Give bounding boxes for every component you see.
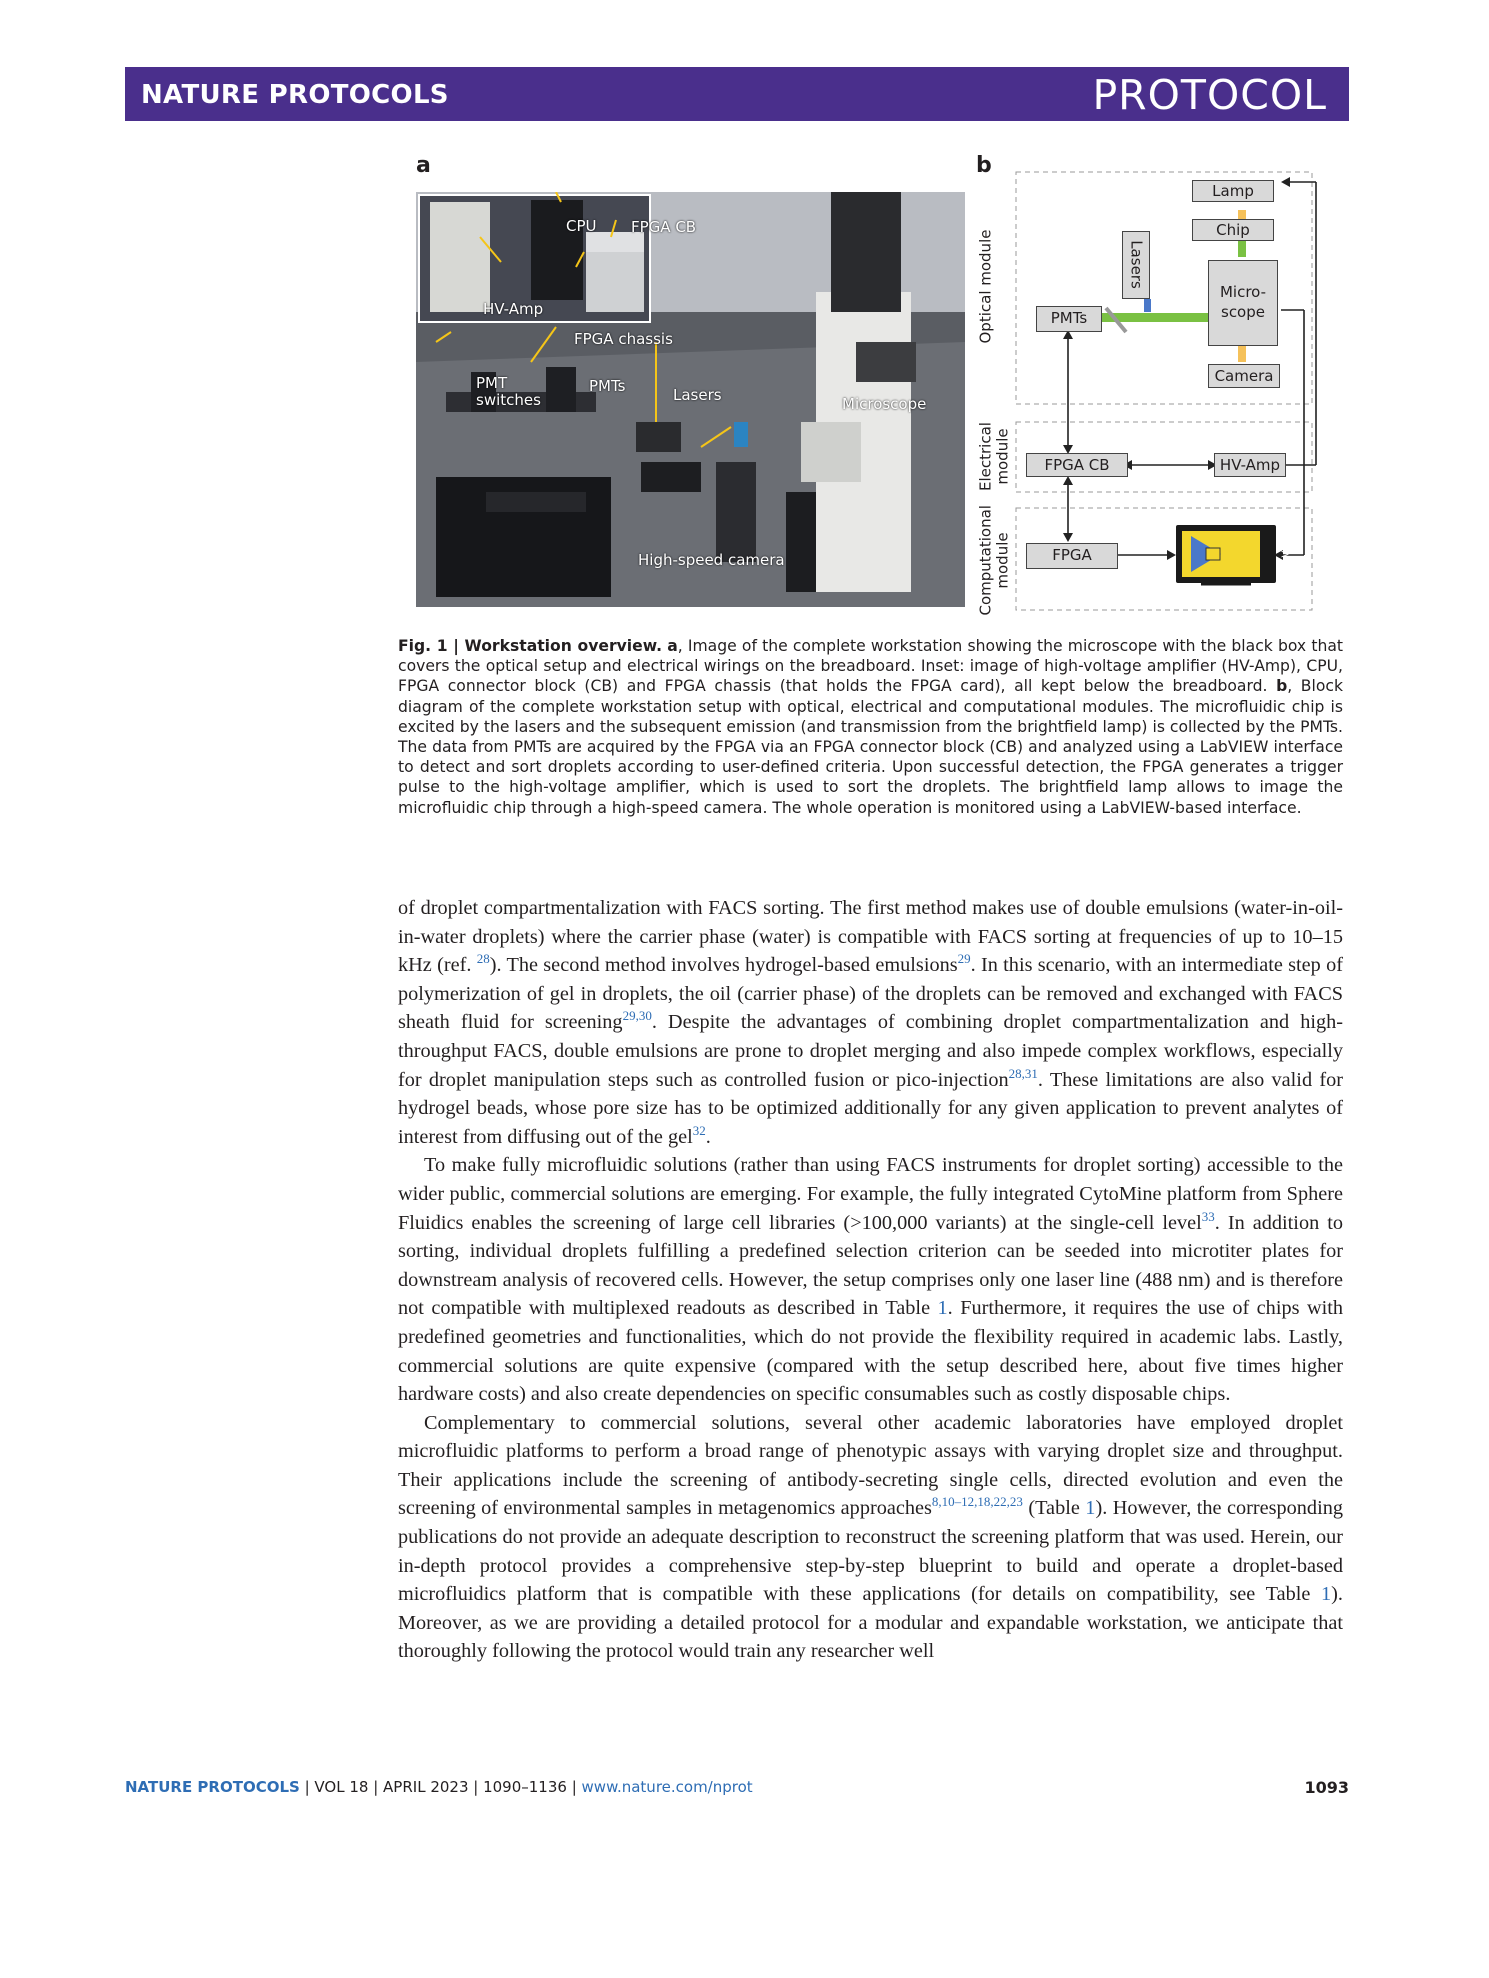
label-microscope: Microscope bbox=[842, 395, 927, 413]
p1-text-5: . These limitations are also valid for hydrogel beads, whose pore size has to be optimized additionally for any given application to prevent analytes of interest from diffusing out of the gel bbox=[398, 1068, 1343, 1148]
diagram-fpga: FPGA bbox=[1026, 543, 1118, 569]
diagram-lamp: Lamp bbox=[1192, 180, 1274, 202]
diagram-lasers-label: Lasers bbox=[1127, 240, 1146, 289]
computational-module-label-2: module bbox=[993, 532, 1012, 589]
diagram-fpga-cb: FPGA CB bbox=[1026, 453, 1128, 477]
p1-text-1: of droplet compartmentalization with FACS sorting. The first method makes use of double emulsions (water-in-oil-in-water droplets) where the carrier phase (water) is compatible with FACS sorting at frequencies of up to 10–15 kHz (ref. bbox=[398, 897, 1343, 977]
p1-text-4: . Despite the advantages of combining droplet compartmentalization and high-throughput FACS, double emulsions are prone to droplet merging and also impede complex workflows, especially for droplet manipulation steps such as controlled fusion or pico-injection bbox=[398, 1011, 1344, 1091]
ref-link[interactable]: 32 bbox=[692, 1122, 706, 1138]
diagram-camera: Camera bbox=[1208, 364, 1280, 388]
label-high-speed-camera: High-speed camera bbox=[638, 551, 785, 569]
p2-text-3: . Furthermore, it requires the use of chips with predefined geometries and functionalities, which do not provide the flexibility required in academic labs. Lastly, commercial solutions are quite expensive (compared with the setup described here, about five times higher hardware costs) and also create dependencies on specific consumables such as costly disposable chips. bbox=[398, 1297, 1343, 1406]
p2-text-1: To make fully microfluidic solutions (rather than using FACS instruments for droplet sorting) accessible to the wider public, commercial solutions are emerging. For example, the fully integrated CytoMine platform from Sphere Fluidics enables the screening of large cell libraries (>100,000 variants) at the single-cell level bbox=[398, 1154, 1343, 1234]
page-footer bbox=[125, 1778, 1349, 1796]
footer-journal: NATURE PROTOCOLS bbox=[125, 1778, 300, 1796]
body-text bbox=[398, 894, 1343, 1666]
caption-a-text: , Image of the complete workstation showing the microscope with the black box that covers the optical setup and electrical wirings on the breadboard. Inset: image of high-voltage amplifier (HV-Amp), CPU, FPGA connector block (CB) and FPGA chassis (that holds the FPGA card), all kept below the breadboard. bbox=[398, 637, 1343, 696]
page-number: 1093 bbox=[1304, 1778, 1349, 1797]
diagram-microscope-line1: Micro- bbox=[1219, 283, 1267, 301]
p3-text-1: Complementary to commercial solutions, several other academic laboratories have employed droplet microfluidic platforms to perform a broad range of phenotypic assays with varying droplet size and throughput. Their applications include the screening of antibody-secreting single cells, directed evolution and even the screening of environmental samples in metagenomics approaches bbox=[398, 1411, 1343, 1520]
diagram-microscope-line2: scope bbox=[1221, 303, 1265, 321]
label-pmt-switches-2: switches bbox=[476, 391, 541, 409]
optical-module-label: Optical module bbox=[976, 229, 995, 344]
electrical-module-label-1: Electrical bbox=[976, 422, 995, 491]
caption-b-text: , Block diagram of the complete workstation setup with optical, electrical and computational modules. The microfluidic chip is excited by the lasers and the subsequent emission (and transmission from the brightfield lamp) is collected by the PMTs. The data from PMTs are acquired by the FPGA via an FPGA connector block (CB) and analyzed using a LabVIEW interface to detect and sort droplets according to user-defined criteria. Upon successful detection, the FPGA generates a trigger pulse to the high-voltage amplifier, which is used to sort the droplets. The brightfield lamp allows to image the microfluidic chip through a high-speed camera. The whole operation is monitored using a LabVIEW-based interface. bbox=[398, 677, 1343, 817]
label-lasers: Lasers bbox=[673, 386, 722, 404]
p1-text-6: . bbox=[705, 1125, 711, 1148]
paragraph-2 bbox=[398, 1151, 1343, 1408]
workstation-photo bbox=[416, 192, 965, 607]
label-cpu: CPU bbox=[566, 217, 597, 235]
block-diagram bbox=[976, 160, 1336, 620]
electrical-module-label-2: module bbox=[993, 428, 1012, 485]
p3-text-2: (Table bbox=[1022, 1497, 1086, 1520]
label-fpga-chassis: FPGA chassis bbox=[574, 330, 673, 348]
panel-a-label: a bbox=[416, 153, 431, 178]
footer-citation: | VOL 18 | APRIL 2023 | 1090–1136 | bbox=[299, 1778, 582, 1796]
diagram-labview: LabVIEW bbox=[1280, 531, 1292, 576]
journal-header-bar bbox=[125, 67, 1349, 121]
ref-link[interactable]: 33 bbox=[1201, 1208, 1215, 1224]
p2-text-2: . In addition to sorting, individual droplets fulfilling a predefined selection criterion can be seeded into microtiter plates for downstream analysis of recovered cells. However, the setup comprises only one laser line (488 nm) and is therefore not compatible with multiplexed readouts as described in Table bbox=[398, 1211, 1344, 1320]
ref-link[interactable]: 29 bbox=[957, 951, 971, 967]
caption-a-label: a bbox=[667, 637, 678, 655]
article-type: PROTOCOL bbox=[1092, 71, 1327, 119]
label-hv-amp: HV-Amp bbox=[483, 300, 544, 318]
journal-name: NATURE PROTOCOLS bbox=[141, 80, 449, 110]
label-pmts: PMTs bbox=[589, 377, 626, 395]
diagram-microscope bbox=[1208, 260, 1278, 346]
caption-title: Fig. 1 | Workstation overview. bbox=[398, 637, 663, 655]
ref-link[interactable]: 28 bbox=[476, 951, 490, 967]
p3-text-4: ). Moreover, as we are providing a detailed protocol for a modular and expandable workstation, we anticipate that thoroughly following the protocol would train any researcher well bbox=[398, 1583, 1343, 1663]
caption-b-label: b bbox=[1276, 677, 1288, 696]
table-link[interactable]: 1 bbox=[1085, 1497, 1096, 1520]
paragraph-3 bbox=[398, 1409, 1343, 1666]
ref-link[interactable]: 28,31 bbox=[1008, 1065, 1038, 1081]
p1-text-3: . In this scenario, with an intermediate step of polymerization of gel in droplets, the oil (carrier phase) of the droplets can be removed and exchanged with FACS sheath fluid for screening bbox=[398, 954, 1343, 1034]
table-link[interactable]: 1 bbox=[937, 1297, 948, 1320]
computational-module-label-1: Computational bbox=[976, 505, 995, 616]
diagram-chip: Chip bbox=[1192, 219, 1274, 241]
figure-caption bbox=[398, 636, 1343, 818]
ref-link[interactable]: 29,30 bbox=[622, 1008, 652, 1024]
label-fpga-cb: FPGA CB bbox=[631, 218, 697, 236]
p3-text-3: ). However, the corresponding publications do not provide an adequate description to reconstruct the screening platform that was used. Herein, our in-depth protocol provides a comprehensive step-by-step blueprint to build and operate a droplet-based microfluidics platform that is compatible with these applications (for details on compatibility, see Table bbox=[398, 1497, 1343, 1606]
footer-url-link[interactable]: www.nature.com/nprot bbox=[581, 1778, 753, 1796]
table-link[interactable]: 1 bbox=[1321, 1583, 1332, 1606]
diagram-pmts: PMTs bbox=[1036, 306, 1102, 332]
paragraph-1 bbox=[398, 894, 1343, 1151]
label-pmt-switches-1: PMT bbox=[476, 374, 508, 392]
ref-link[interactable]: 8,10–12,18,22,23 bbox=[931, 1494, 1023, 1510]
p1-text-2: ). The second method involves hydrogel-based emulsions bbox=[489, 954, 958, 977]
panel-b-label: b bbox=[976, 153, 992, 178]
diagram-lasers bbox=[1122, 231, 1150, 299]
diagram-hv-amp: HV-Amp bbox=[1214, 453, 1286, 477]
